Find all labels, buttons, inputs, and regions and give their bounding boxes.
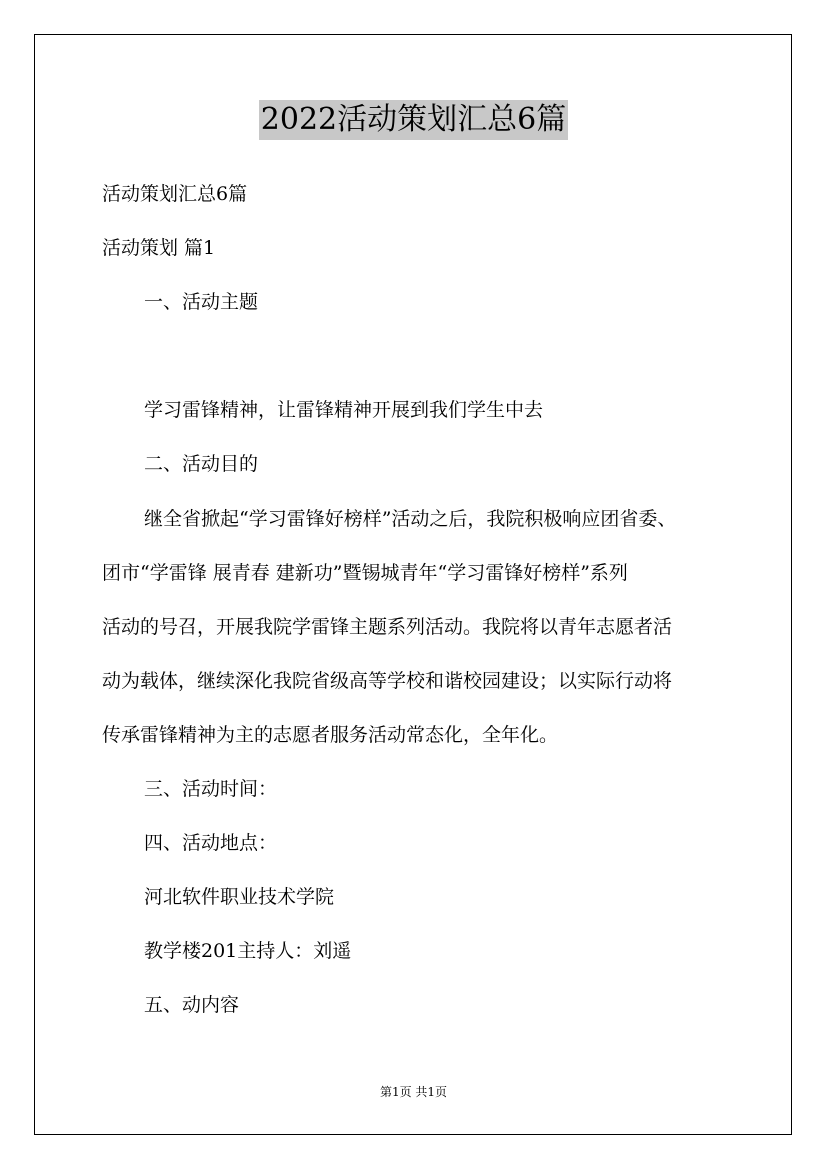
page-footer: 第1页 共1页: [379, 1085, 448, 1099]
document-title: 2022活动策划汇总6篇: [259, 100, 568, 140]
location-building-host: 教学楼201主持人：刘遥: [144, 940, 352, 962]
purpose-paragraph-line-3: 活动的号召，开展我院学雷锋主题系列活动。我院将以青年志愿者活: [102, 616, 673, 638]
heading-activity-time: 三、活动时间：: [144, 778, 278, 800]
heading-activity-location: 四、活动地点：: [144, 832, 278, 854]
title-container: [0, 100, 827, 140]
purpose-paragraph-line-4: 动为载体，继续深化我院省级高等学校和谐校园建设；以实际行动将: [102, 670, 673, 692]
section-heading-1: 活动策划 篇1: [102, 237, 216, 259]
heading-activity-content: 五、动内容: [144, 994, 240, 1016]
subtitle-line: 活动策划汇总6篇: [102, 183, 248, 205]
heading-activity-theme: 一、活动主题: [144, 291, 259, 313]
theme-text: 学习雷锋精神，让雷锋精神开展到我们学生中去: [144, 399, 544, 421]
heading-activity-purpose: 二、活动目的: [144, 453, 259, 475]
location-school: 河北软件职业技术学院: [144, 886, 335, 908]
purpose-paragraph-line-2: 团市“学雷锋 展青春 建新功”暨锡城青年“学习雷锋好榜样”系列: [102, 562, 628, 584]
purpose-paragraph-line-1: 继全省掀起“学习雷锋好榜样”活动之后，我院积极响应团省委、: [144, 508, 677, 530]
purpose-paragraph-line-5: 传承雷锋精神为主的志愿者服务活动常态化，全年化。: [102, 724, 559, 746]
